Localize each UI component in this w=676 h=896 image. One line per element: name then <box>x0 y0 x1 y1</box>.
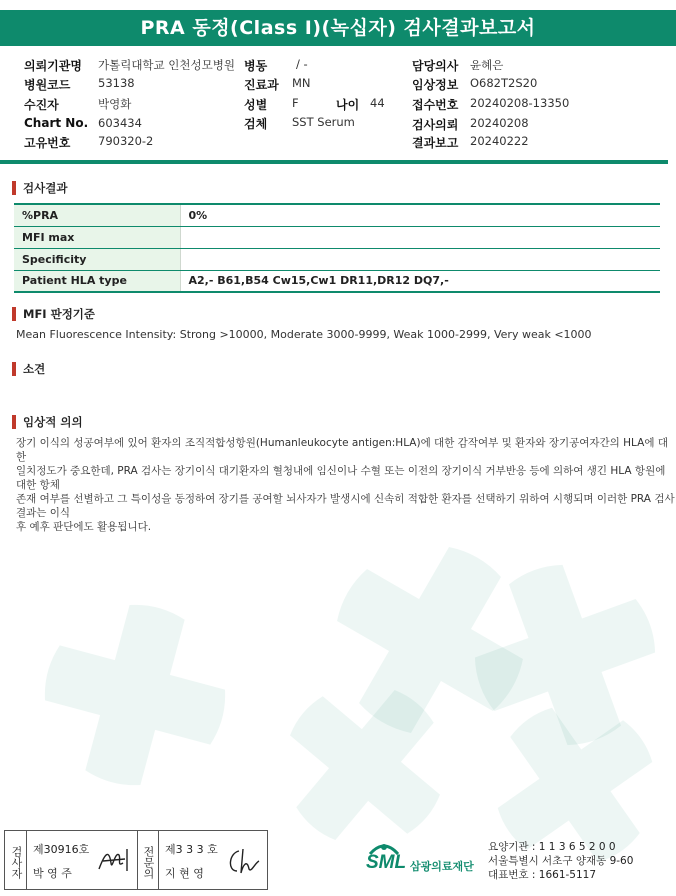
ward-label: 병동 <box>244 59 268 73</box>
dept-value: MN <box>292 76 311 90</box>
mfi-criteria-text: Mean Fluorescence Intensity: Strong >10000, Moderate 3000-9999, Weak 1000-2999, Very weak <1000 <box>16 328 592 341</box>
report-footer <box>0 830 676 892</box>
chart-value: 603434 <box>98 116 142 130</box>
logo-text: SML <box>366 852 407 873</box>
tester-signature <box>97 843 133 877</box>
results-table <box>14 203 660 293</box>
clinical-line: 존재 여부를 선별하고 그 특이성을 동정하여 장기를 공여할 뇌사자가 발생시에 신속히 적합한 환자를 선택하기 위하여 시행되며 이러한 PRA 검사결과는 이식 <box>16 493 675 519</box>
care-code: 요양기관 : 1 1 3 6 5 2 0 0 <box>488 841 616 853</box>
hospital-code-value: 53138 <box>98 76 135 90</box>
signature-box <box>4 830 268 890</box>
reviewer-license: 제3 3 3 호 <box>165 843 218 856</box>
table-row <box>14 248 660 270</box>
result-key: Specificity <box>14 248 180 270</box>
reviewer-label: 전문의 <box>137 831 159 889</box>
tester-name: 박 영 주 <box>33 867 72 880</box>
clinical-info-value: O682T2S20 <box>470 76 538 90</box>
org-phone: 대표번호 : 1661-5117 <box>488 869 597 881</box>
doctor-value: 윤혜은 <box>470 58 504 72</box>
result-key: %PRA <box>14 204 180 226</box>
clinical-info-label: 임상정보 <box>412 78 459 92</box>
report-date-value: 20240222 <box>470 134 529 148</box>
institution-label: 의뢰기관명 <box>24 59 82 73</box>
ward-value: / - <box>296 57 308 71</box>
sex-value: F <box>292 96 299 110</box>
clinical-section-title: 임상적 의의 <box>12 415 83 429</box>
clinical-significance-text <box>16 436 676 534</box>
sex-label: 성별 <box>244 98 268 112</box>
result-key: Patient HLA type <box>14 270 180 292</box>
table-row <box>14 226 660 248</box>
table-row <box>14 270 660 292</box>
doctor-label: 담당의사 <box>412 59 459 73</box>
reviewer-signature <box>225 845 263 877</box>
tester-license: 제30916호 <box>33 843 90 856</box>
chart-label: Chart No. <box>24 116 89 130</box>
watermark-cross-icon <box>40 600 230 790</box>
patient-value: 박영화 <box>98 97 132 111</box>
result-key: MFI max <box>14 226 180 248</box>
result-value: 0% <box>180 204 660 226</box>
result-value <box>180 248 660 270</box>
request-value: 20240208 <box>470 116 529 130</box>
report-title: PRA 동정(Class I)(녹십자) 검사결과보고서 <box>0 10 676 46</box>
unique-no-label: 고유번호 <box>24 136 71 150</box>
org-contact <box>488 840 633 882</box>
tester-label: 검사자 <box>5 831 27 889</box>
age-label: 나이 <box>336 98 360 112</box>
specimen-label: 검체 <box>244 117 268 131</box>
clinical-line: 장기 이식의 성공여부에 있어 환자의 조직적합성항원(Humanleukocyte antigen:HLA)에 대한 감작여부 및 환자와 장기공여자간의 HLA에 대한 <box>16 437 668 463</box>
report-date-label: 결과보고 <box>412 136 459 150</box>
patient-label: 수진자 <box>24 98 59 112</box>
watermark-cross-icon <box>280 680 450 850</box>
findings-section-title: 소견 <box>12 362 45 376</box>
unique-no-value: 790320-2 <box>98 134 154 148</box>
receipt-value: 20240208-13350 <box>470 96 570 110</box>
clinical-line: 후 예후 판단에도 활용됩니다. <box>16 521 152 533</box>
clinical-line: 일치정도가 중요한데, PRA 검사는 장기이식 대기환자의 혈청내에 임신이나 수혈 또는 이전의 장기이식 거부반응 등에 의하여 생긴 HLA 항원에 대한 항체 <box>16 465 666 491</box>
receipt-label: 접수번호 <box>412 98 459 112</box>
sml-logo <box>366 838 476 884</box>
patient-info-block <box>0 54 676 154</box>
mfi-section-title: MFI 판정기준 <box>12 307 95 321</box>
org-name: 삼광의료재단 <box>410 860 474 873</box>
dept-label: 진료과 <box>244 78 279 92</box>
specimen-value: SST Serum <box>292 115 355 129</box>
request-label: 검사의뢰 <box>412 118 459 132</box>
age-value: 44 <box>370 96 385 110</box>
result-value: A2,- B61,B54 Cw15,Cw1 DR11,DR12 DQ7,- <box>180 270 660 292</box>
result-value <box>180 226 660 248</box>
hospital-code-label: 병원코드 <box>24 78 71 92</box>
header-divider <box>0 160 668 164</box>
table-row <box>14 204 660 226</box>
results-section-title: 검사결과 <box>12 181 67 195</box>
org-address: 서울특별시 서초구 양재동 9-60 <box>488 855 634 867</box>
reviewer-name: 지 현 영 <box>165 867 204 880</box>
institution-value: 가톨릭대학교 인천성모병원 <box>98 58 235 72</box>
